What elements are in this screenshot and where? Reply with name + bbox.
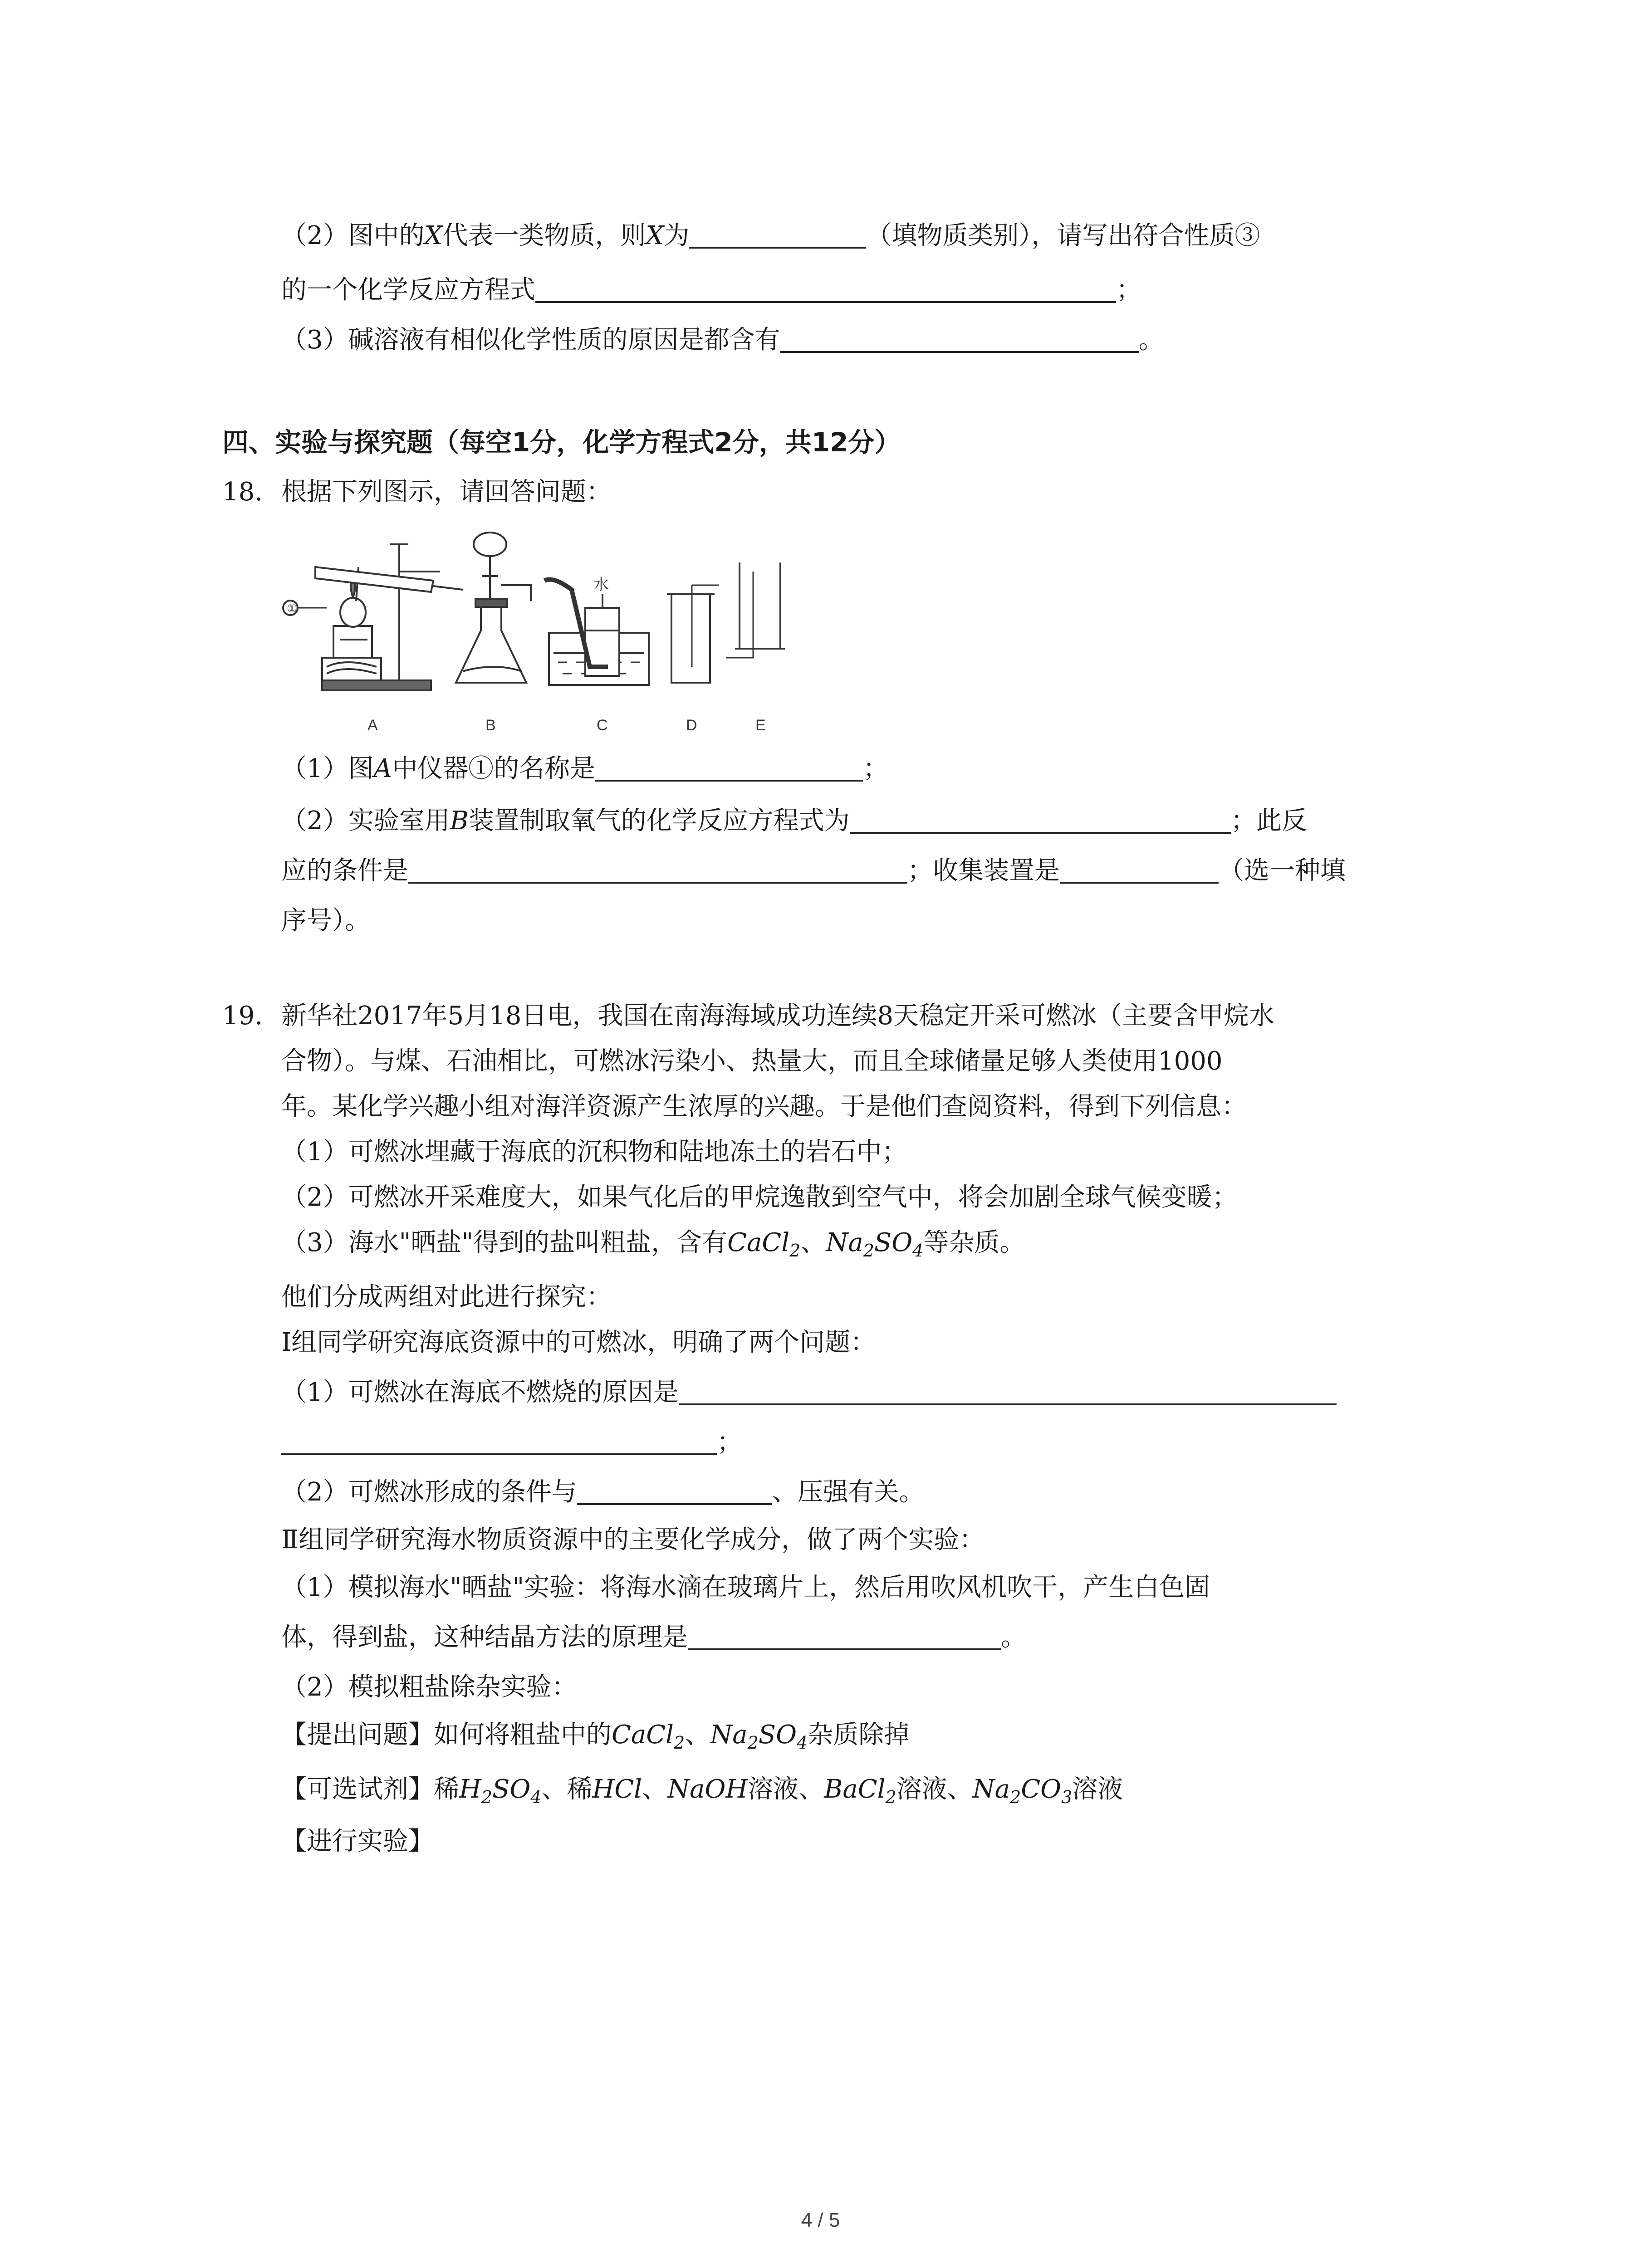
- answer-blank[interactable]: [577, 1476, 772, 1505]
- section-heading: 四、实验与探究题（每空1分，化学方程式2分，共12分）: [222, 427, 901, 458]
- formula-na2co3: $Na_2CO_3$: [972, 1774, 1073, 1808]
- apparatus-c: [544, 576, 649, 685]
- q18-part1: （1）图A中仪器①的名称是 ；: [281, 751, 888, 787]
- formula-naoh: NaOH: [667, 1774, 748, 1804]
- formula-bacl2: BaCl$_2$: [824, 1774, 896, 1808]
- page-number: 4 / 5: [801, 2209, 840, 2231]
- q19-split: 他们分成两组对此进行探究：: [281, 1282, 612, 1312]
- q19-problem: 【提出问题】如何将粗盐中的CaCl$_2$、$Na_2SO_4$杂质除掉: [281, 1720, 910, 1753]
- apparatus-e: [726, 562, 785, 658]
- answer-blank[interactable]: [780, 324, 1139, 353]
- question-stem: 根据下列图示，请回答问题：: [281, 477, 612, 507]
- q19-group2-q1-line1: （1）模拟海水"晒盐"实验：将海水滴在玻璃片上，然后用吹风机吹干，产生白色固: [281, 1573, 1210, 1602]
- q17-part3: （3）碱溶液有相似化学性质的原因是都含有 。: [281, 322, 1164, 358]
- q19-experiment: 【进行实验】: [281, 1827, 434, 1856]
- answer-blank[interactable]: [688, 1621, 1001, 1650]
- water-label: 水: [593, 576, 609, 594]
- q19-stem-line1: 新华社2017年5月18日电，我国在南海海域成功连续8天稳定开采可燃冰（主要含甲烷水: [281, 1001, 1275, 1031]
- label-b: B: [485, 717, 496, 734]
- q17-part2-line2: 的一个化学反应方程式 ；: [281, 272, 1141, 308]
- formula-cacl2: CaCl$_2$: [727, 1228, 801, 1261]
- apparatus-d: [667, 585, 719, 683]
- apparatus-a: [283, 544, 463, 690]
- formula-hcl: HCl: [592, 1774, 642, 1804]
- answer-blank[interactable]: [408, 855, 907, 884]
- q19-info3: （3）海水"晒盐"得到的盐叫粗盐，含有CaCl$_2$、$Na_2SO_4$等杂质。: [281, 1228, 1025, 1261]
- q17-part2-line1: （2）图中的X代表一类物质，则X为 （填物质类别），请写出符合性质③: [281, 218, 1260, 254]
- answer-blank[interactable]: [1060, 855, 1219, 884]
- figure-labels: [367, 717, 766, 734]
- q19-group1-q1: （1）可燃冰在海底不燃烧的原因是: [281, 1374, 1337, 1411]
- lab-apparatus-figure: [272, 517, 862, 744]
- question-number: 18.: [222, 477, 263, 507]
- q19-group1-q2: （2）可燃冰形成的条件与 、压强有关。: [281, 1474, 925, 1510]
- q19-reagents: 【可选试剂】稀$H_2SO_4$、稀HCl、NaOH溶液、BaCl$_2$溶液、$Na_2CO_3$溶液: [281, 1774, 1123, 1808]
- label-a: A: [367, 717, 378, 734]
- answer-blank[interactable]: [679, 1376, 1337, 1405]
- answer-blank[interactable]: [595, 753, 863, 782]
- apparatus-b: [456, 533, 531, 683]
- label-e: E: [755, 717, 766, 734]
- label-c: C: [597, 717, 608, 734]
- marker-label: ①: [287, 602, 298, 616]
- q19-stem-line2: 合物）。与煤、石油相比，可燃冰污染小、热量大，而且全球储量足够人类使用1000: [281, 1046, 1223, 1076]
- q19-group1-q1-cont: ；: [281, 1424, 742, 1461]
- q19-group2-q1-line2: 体，得到盐，这种结晶方法的原理是 。: [281, 1619, 1026, 1656]
- answer-blank[interactable]: [281, 1426, 717, 1455]
- q19-info2: （2）可燃冰开采难度大，如果气化后的甲烷逸散到空气中，将会加剧全球气候变暖；: [281, 1183, 1238, 1212]
- q19-group1: Ⅰ组同学研究海底资源中的可燃冰，明确了两个问题：: [281, 1328, 876, 1357]
- formula-cacl2: CaCl$_2$: [612, 1720, 685, 1753]
- q19-info1: （1）可燃冰埋藏于海底的沉积物和陆地冻土的岩石中；: [281, 1137, 907, 1167]
- question-number: 19.: [222, 1001, 263, 1031]
- answer-blank[interactable]: [689, 220, 866, 249]
- label-d: D: [686, 717, 697, 734]
- formula-na2so4: $Na_2SO_4$: [826, 1228, 924, 1261]
- answer-blank[interactable]: [535, 274, 1116, 303]
- answer-blank[interactable]: [850, 805, 1231, 834]
- q19-stem-line3: 年。某化学兴趣小组对海洋资源产生浓厚的兴趣。于是他们查阅资料，得到下列信息：: [281, 1092, 1247, 1121]
- formula-na2so4: $Na_2SO_4$: [710, 1720, 808, 1753]
- formula-h2so4: $H_2SO_4$: [459, 1774, 542, 1808]
- q18-part2-line2: 应的条件是 ；收集装置是 （选一种填: [281, 853, 1346, 889]
- q18-part2-line3: 序号）。: [281, 906, 370, 935]
- q18-part2-line1: （2）实验室用B装置制取氧气的化学反应方程式为 ；此反: [281, 803, 1307, 839]
- q19-group2: Ⅱ组同学研究海水物质资源中的主要化学成分，做了两个实验：: [281, 1525, 985, 1554]
- q19-group2-q2: （2）模拟粗盐除杂实验：: [281, 1672, 577, 1702]
